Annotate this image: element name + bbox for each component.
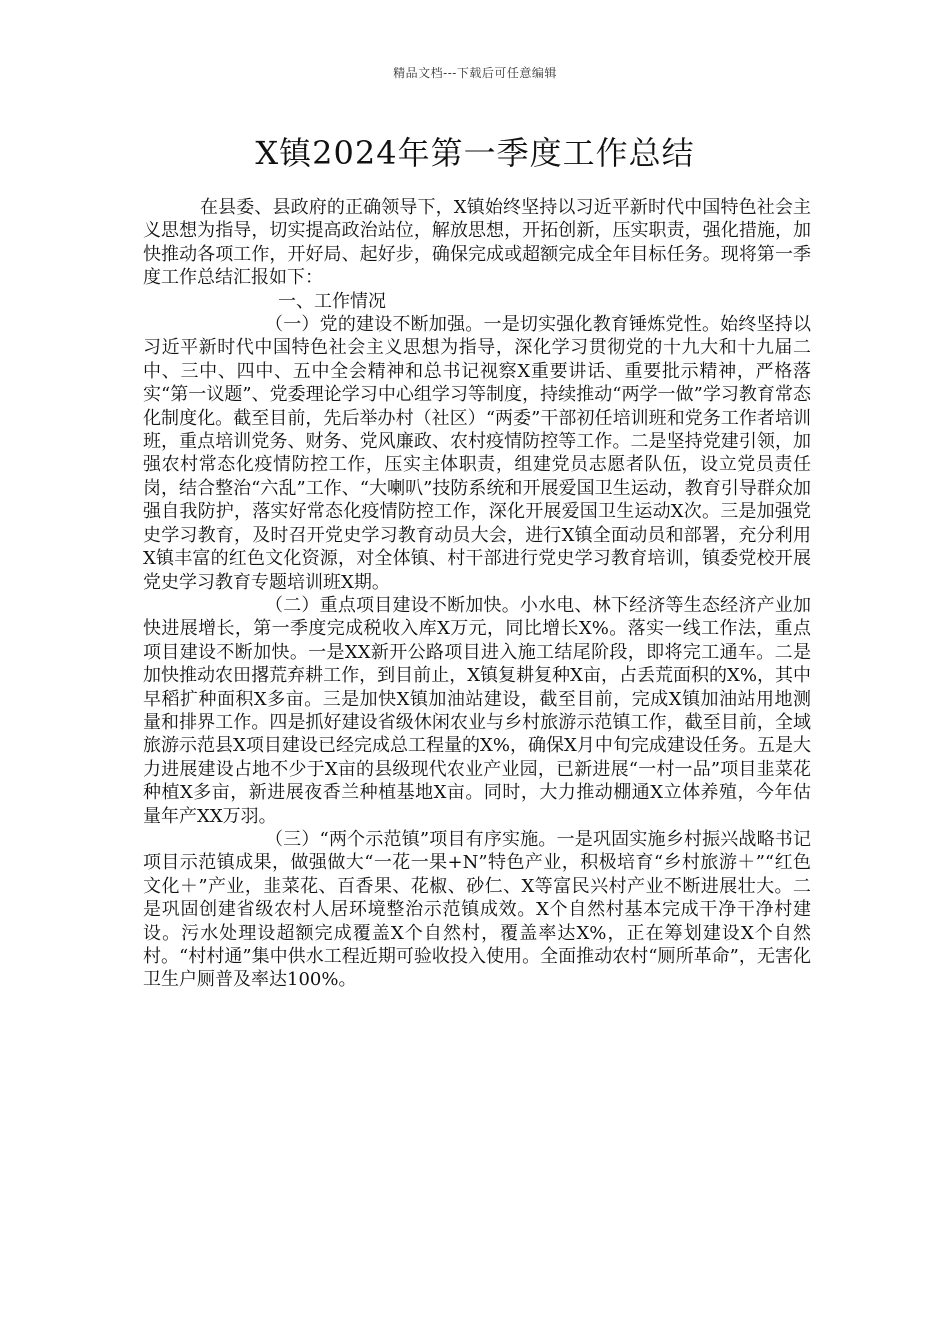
document-title: X镇2024年第一季度工作总结 xyxy=(255,134,695,172)
paragraph-party-building: （一）党的建设不断加强。一是切实强化教育锤炼党性。始终坚持以习近平新时代中国特色社会主义思想为指导，深化学习贯彻党的十九大和十九届二中、三中、四中、五中全会精神和总书记视察X重要讲话、重要批示精神，严格落实“第一议题”、党委理论学习中心组学习等制度，持续推动“两学一做”学习教育常态化制度化。截至目前，先后举办村（社区）“两委”干部初任培训班和党务工作者培训班，重点培训党务、财务、党风廉政、农村疫情防控等工作。二是坚持党建引领，加强农村常态化疫情防控工作，压实主体职责，组建党员志愿者队伍，设立党员责任岗，结合整治“六乱”工作、“大喇叭”技防系统和开展爱国卫生运动，教育引导群众加强自我防护，落实好常态化疫情防控工作，深化开展爱国卫生运动X次。三是加强党史学习教育，及时召开党史学习教育动员大会，进行X镇全面动员和部署，充分利用X镇丰富的红色文化资源，对全体镇、村干部进行党史学习教育培训，镇委党校开展党史学习教育专题培训班X期。 xyxy=(143,314,811,593)
paragraph-two-demo-towns: （三）“两个示范镇”项目有序实施。一是巩固实施乡村振兴战略书记项目示范镇成果，做强做大“一花一果+N”特色产业，积极培育“乡村旅游＋”“红色文化＋”产业，韭菜花、百香果、花椒、砂仁、X等富民兴村产业不断进展壮大。二是巩固创建省级农村人居环境整治示范镇成效。X个自然村基本完成干净干净村建设。污水处理设超额完成覆盖X个自然村，覆盖率达X%，正在筹划建设X个自然村。“村村通”集中供水工程近期可验收投入使用。全面推动农村“厕所革命”，无害化卫生户厕普及率达100%。 xyxy=(143,828,811,991)
intro-paragraph: 在县委、县政府的正确领导下，X镇始终坚持以习近平新时代中国特色社会主义思想为指导，切实提高政治站位，解放思想，开拓创新，压实职责，强化措施，加快推动各项工作，开好局、起好步，确保完成或超额完成全年目标任务。现将第一季度工作总结汇报如下： xyxy=(143,197,811,289)
paragraph-key-projects: （二）重点项目建设不断加快。小水电、林下经济等生态经济产业加快进展增长，第一季度完成税收入库X万元，同比增长X%。落实一线工作法，重点项目建设不断加快。一是XX新开公路项目进入施工结尾阶段，即将完工通车。二是加快推动农田撂荒弃耕工作，到目前止，X镇复耕复种X亩，占丢荒面积的X%，其中早稻扩种面积X多亩。三是加快X镇加油站建设，截至目前，完成X镇加油站用地测量和排界工作。四是抓好建设省级休闲农业与乡村旅游示范镇工作，截至目前，全域旅游示范县X项目建设已经完成总工程量的X%，确保X月中旬完成建设任务。五是大力进展建设占地不少于X亩的县级现代农业产业园，已新进展“一村一品”项目韭菜花种植X多亩，新进展夜香兰种植基地X亩。同时，大力推动棚通X立体养殖，今年估量年产XX万羽。 xyxy=(143,594,811,827)
section-heading-work-status: 一、工作情况 xyxy=(278,290,386,312)
header-note: 精品文档---下载后可任意编辑 xyxy=(393,66,557,80)
document-body xyxy=(143,196,811,992)
